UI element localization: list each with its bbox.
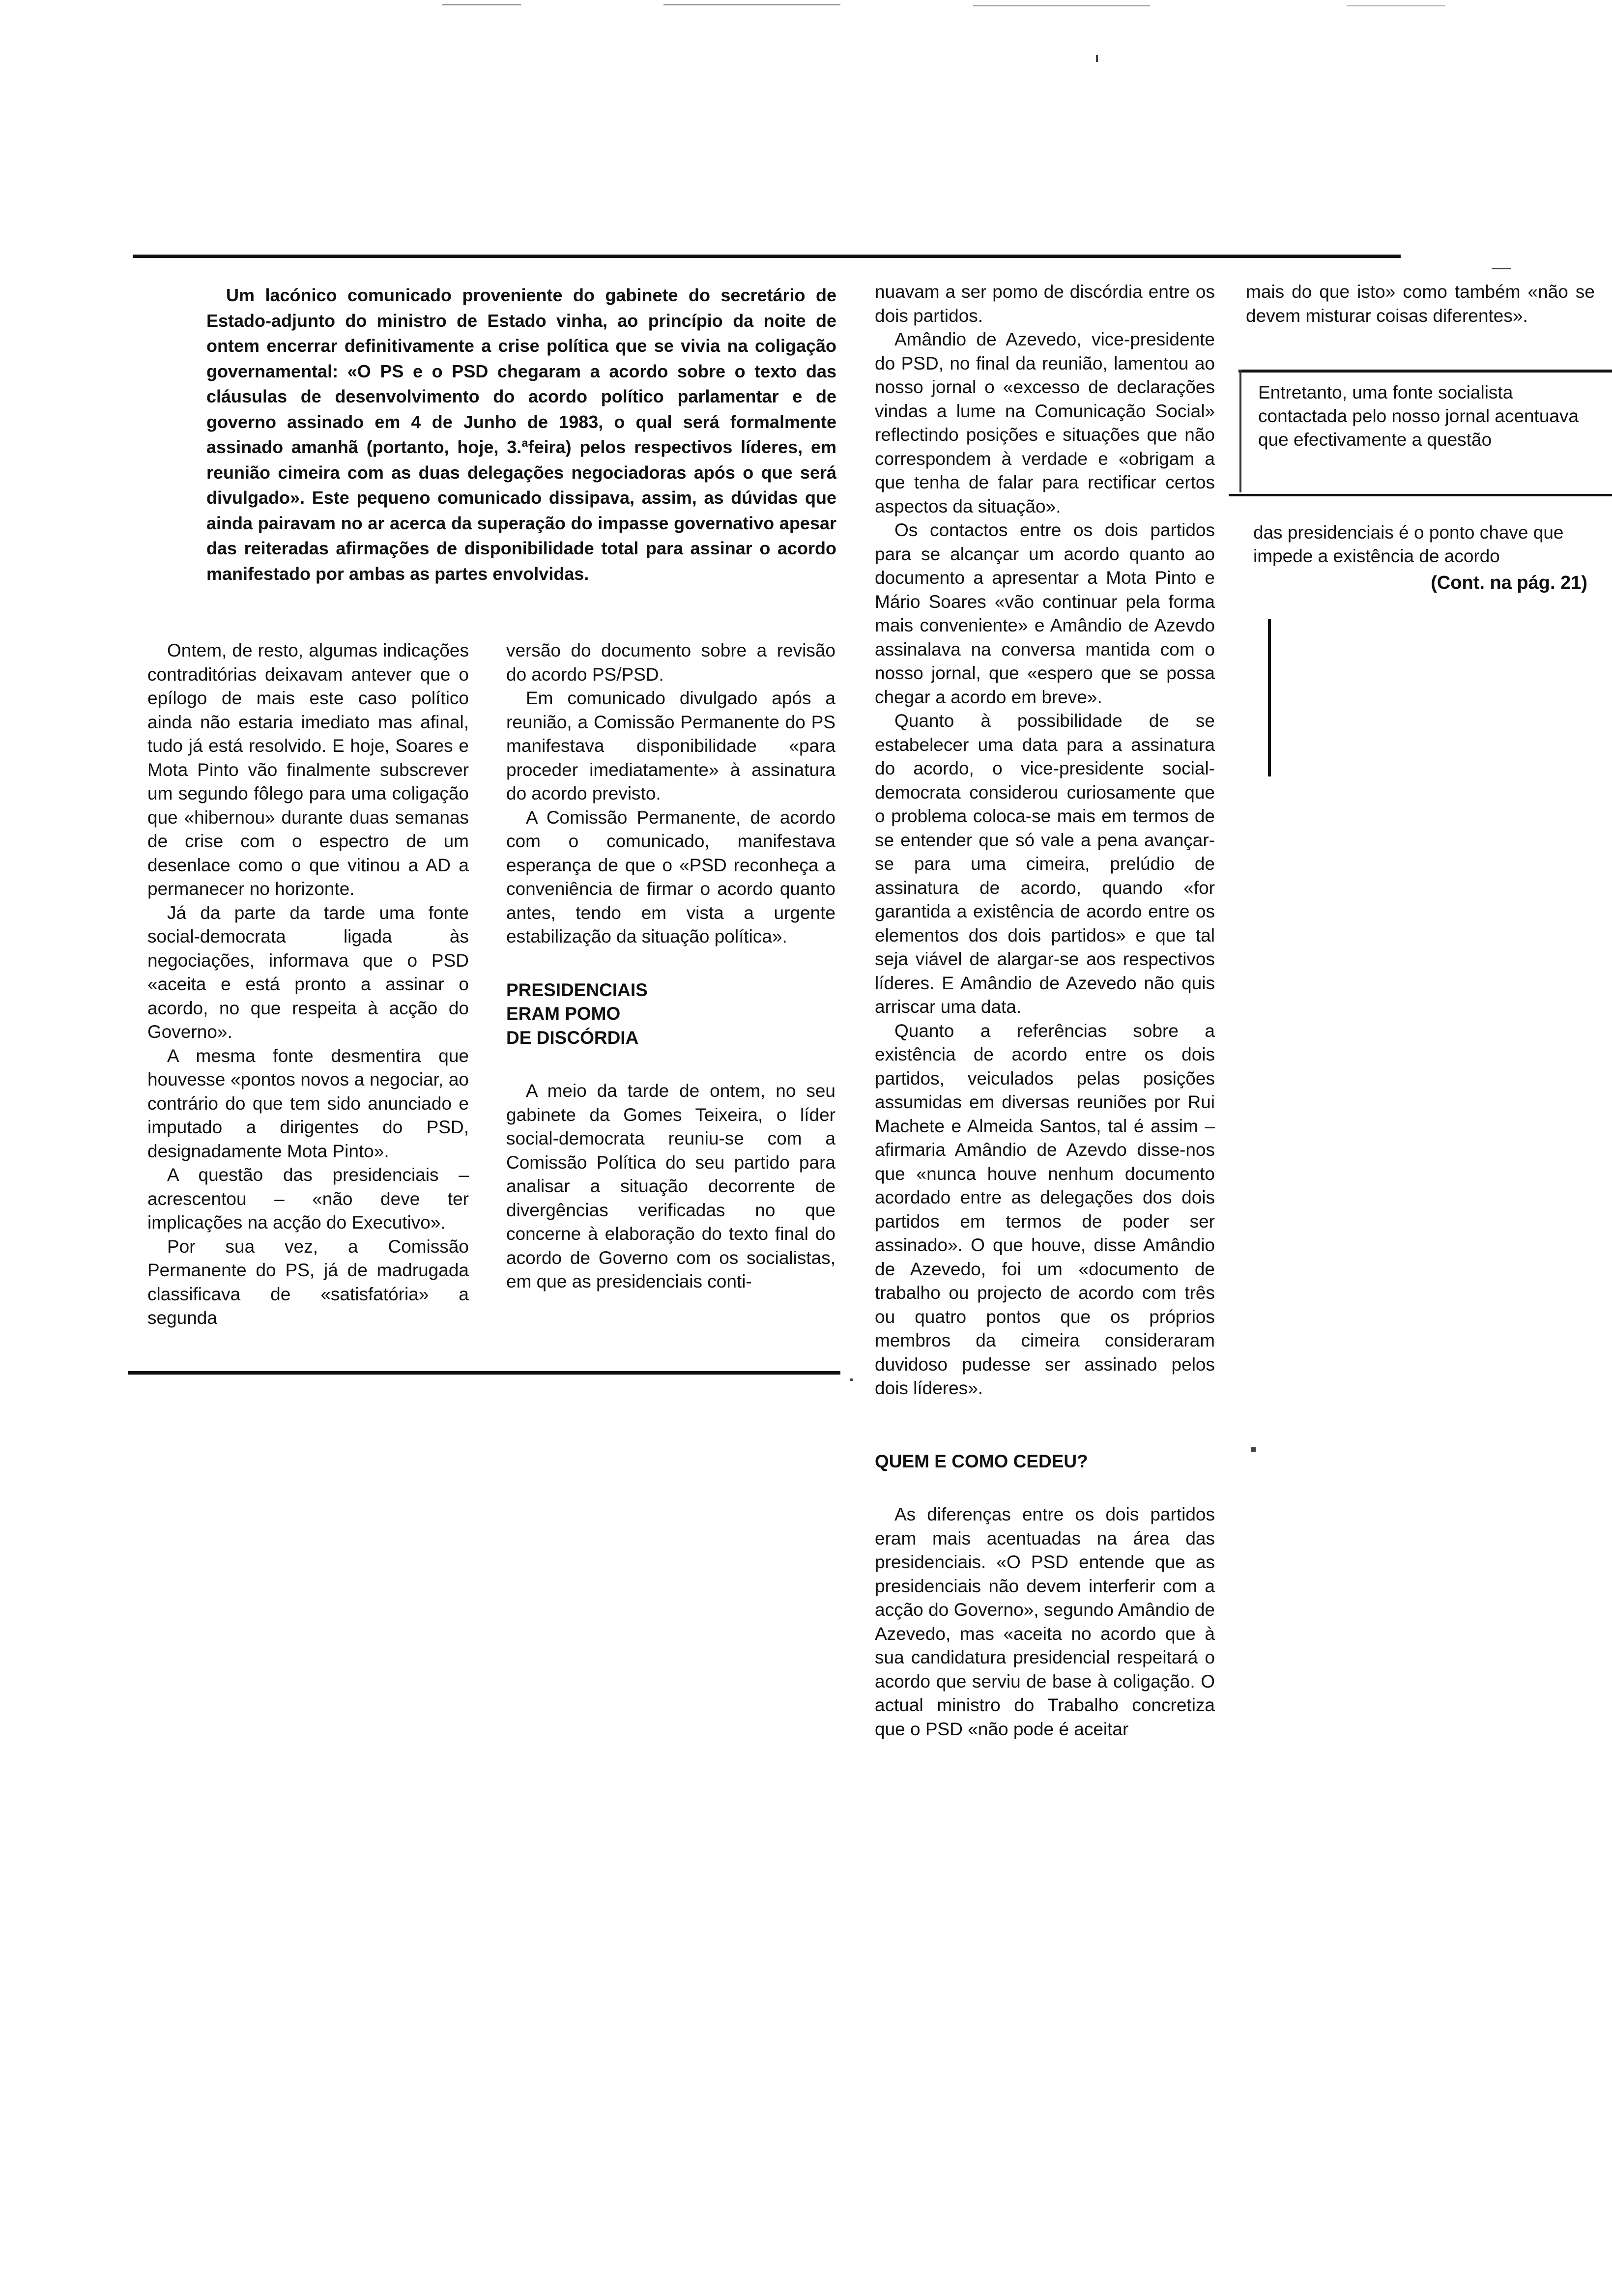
col1-paragraph: A questão das presidenciais – acrescentou – «não deve ter implicações na acção do Executivo». bbox=[147, 1165, 469, 1233]
speck bbox=[1096, 55, 1098, 62]
col1-paragraph: A mesma fonte desmentira que houvesse «pontos novos a negociar, ao contrário do que tem sido anunciado e imputado a dirigentes do PSD, designadamente Mota Pinto». bbox=[147, 1045, 469, 1161]
subhead-presidenciais-line-2: ERAM POMO bbox=[506, 1004, 621, 1024]
subhead-presidenciais-line-1: PRESIDENCIAIS bbox=[506, 979, 648, 1000]
subhead-quem-e-como-cedeu: QUEM E COMO CEDEU? bbox=[875, 1451, 1088, 1471]
column-1 bbox=[147, 639, 469, 1330]
col3-paragraph: Amândio de Azevedo, vice-presidente do PSD, no final da reunião, lamentou ao nosso jornal o «excesso de declarações vindas a lume na Comunicação Social» reflectindo posições e situações que não correspondem à verdade e «obrigam a que tenha de falar para rectificar certos aspectos da situação». bbox=[875, 329, 1215, 517]
speck bbox=[1251, 1447, 1256, 1452]
column-4 bbox=[1246, 280, 1595, 328]
continued-on-page: (Cont. na pág. 21) bbox=[1431, 573, 1587, 593]
column-2 bbox=[506, 639, 835, 1294]
col4-side-rule bbox=[1268, 619, 1271, 776]
col3-paragraph: Os contactos entre os dois partidos para se alcançar um acordo quanto ao documento a apresentar a Mota Pinto e Mário Soares «vão continuar pela forma mais conveniente» e Amândio de Azevdo assinalava na conversa mantida com o nosso jornal, que «espero que se possa chegar a acordo em breve». bbox=[875, 520, 1215, 707]
col3-paragraph: As diferenças entre os dois partidos eram mais acentuadas na área das presidenciais. «O PSD entende que as presidenciais não devem interferir com a acção do Governo», segundo Amândio de Azevedo, mas «aceita no acordo que à sua candidatura presidencial respeitará o acordo que serviu de base à coligação. O actual ministro do Trabalho concretiza que o PSD «não pode é aceitar bbox=[875, 1504, 1215, 1739]
col3-paragraph: Quanto à possibilidade de se estabelecer uma data para a assinatura do acordo, o vice-presidente social-democrata considerou curiosamente que o problema coloca-se mais em termos de se entender que só vale a pena avançar-se para uma cimeira, prelúdio de assinatura de acordo, quando «for garantida a existência de acordo entre os elementos dos dois partidos» e que tal seja viável de alargar-se aos respectivos líderes. E Amândio de Azevedo não quis arriscar uma data. bbox=[875, 711, 1215, 1017]
box-left-rule bbox=[1239, 370, 1241, 492]
col2-paragraph: A Comissão Permanente, de acordo com o comunicado, manifestava esperança de que o «PSD reconheça a conveniência de firmar o acordo quanto antes, tendo em vista a urgente estabilização da situação política». bbox=[506, 807, 835, 947]
top-faint-rule-middle bbox=[663, 4, 840, 5]
lead-paragraph: Um lacónico comunicado proveniente do gabinete do secretário de Estado-adjunto do ministro de Estado vinha, ao princípio da noite de ontem encerrar definitivamente a crise política que se vivia na coligação governamental: «O PS e o PSD chegaram a acordo sobre o texto das cláusulas de desenvolvimento do acordo político parlamentar e de governo assinado em 4 de Junho de 1983, o qual será formalmente assinado amanhã (portanto, hoje, 3.ªfeira) pelos respectivos líderes, em reunião cimeira com as duas delegações negociadoras após o que será divulgado». Este pequeno comunicado dissipava, assim, as dúvidas que ainda pairavam no ar acerca da superação do impasse governativo apesar das reiteradas afirmações de disponibilidade total para assinar o acordo manifestado por ambas as partes envolvidas. bbox=[206, 285, 836, 584]
box-top-rule bbox=[1238, 370, 1612, 373]
col1-paragraph: Já da parte da tarde uma fonte social-democrata ligada às negociações, informava que o PSD «aceita e está pronto a assinar o acordo, no que respeita à acção do Governo». bbox=[147, 902, 469, 1042]
box-bottom-rule bbox=[1229, 494, 1612, 496]
col1-paragraph: Ontem, de resto, algumas indicações contraditórias deixavam antever que o epílogo de mais este caso político ainda não estaria imediato mas afinal, tudo já está resolvido. E hoje, Soares e Mota Pinto vão finalmente subscrever um segundo fôlego para uma coligação que «hibernou» durante duas semanas de crise com o espectro de um desenlace como o que vitinou a AD a permanecer no horizonte. bbox=[147, 640, 469, 899]
top-faint-rule-far-right bbox=[1347, 5, 1445, 6]
speck bbox=[850, 1378, 853, 1381]
box-text: Entretanto, uma fonte socialista contactada pelo nosso jornal acentuava que efectivamente a questão bbox=[1258, 382, 1579, 450]
top-faint-rule-right bbox=[973, 5, 1150, 6]
col2-paragraph: versão do documento sobre a revisão do acordo PS/PSD. bbox=[506, 640, 835, 685]
col2-paragraph: A meio da tarde de ontem, no seu gabinete da Gomes Teixeira, o líder social-democrata reuniu-se com a Comissão Política do seu partido para analisar a situação decorrente de divergências verificadas no que concerne à elaboração do texto final do acordo de Governo com os socialistas, em que as presidenciais conti- bbox=[506, 1081, 835, 1292]
col4-paragraph: mais do que isto» como também «não se devem misturar coisas diferentes». bbox=[1246, 282, 1595, 326]
column-3 bbox=[875, 280, 1215, 1741]
subhead-presidenciais-line-3: DE DISCÓRDIA bbox=[506, 1027, 639, 1048]
top-faint-rule-left bbox=[442, 4, 521, 5]
col2-paragraph: Em comunicado divulgado após a reunião, a Comissão Permanente do PS manifestava disponibilidade «para proceder imediatamente» à assinatura do acordo previsto. bbox=[506, 688, 835, 804]
col3-paragraph: Quanto a referências sobre a existência de acordo entre os dois partidos, veiculados pelas posições assumidas em diversas reuniões por Rui Machete e Almeida Santos, tal é assim – afirmaria Amândio de Azevdo disse-nos que «nunca houve nenhum documento acordado entre as delegações dos dois partidos em termos de poder ser assinado». O que houve, disse Amândio de Azevedo, foi um «documento de trabalho ou projecto de acordo com três ou quatro pontos que os próprios membros da cimeira consideraram duvidoso pudesse ser assinado pelos dois líderes». bbox=[875, 1020, 1215, 1398]
speck bbox=[1492, 268, 1511, 269]
columns-bottom-rule bbox=[128, 1371, 840, 1375]
col3-paragraph: nuavam a ser pomo de discórdia entre os dois partidos. bbox=[875, 282, 1215, 326]
below-box-text: das presidenciais é o ponto chave que impede a existência de acordo bbox=[1253, 522, 1564, 566]
top-rule bbox=[133, 255, 1401, 258]
col1-paragraph: Por sua vez, a Comissão Permanente do PS, já de madrugada classificava de «satisfatória» a segunda bbox=[147, 1236, 469, 1328]
